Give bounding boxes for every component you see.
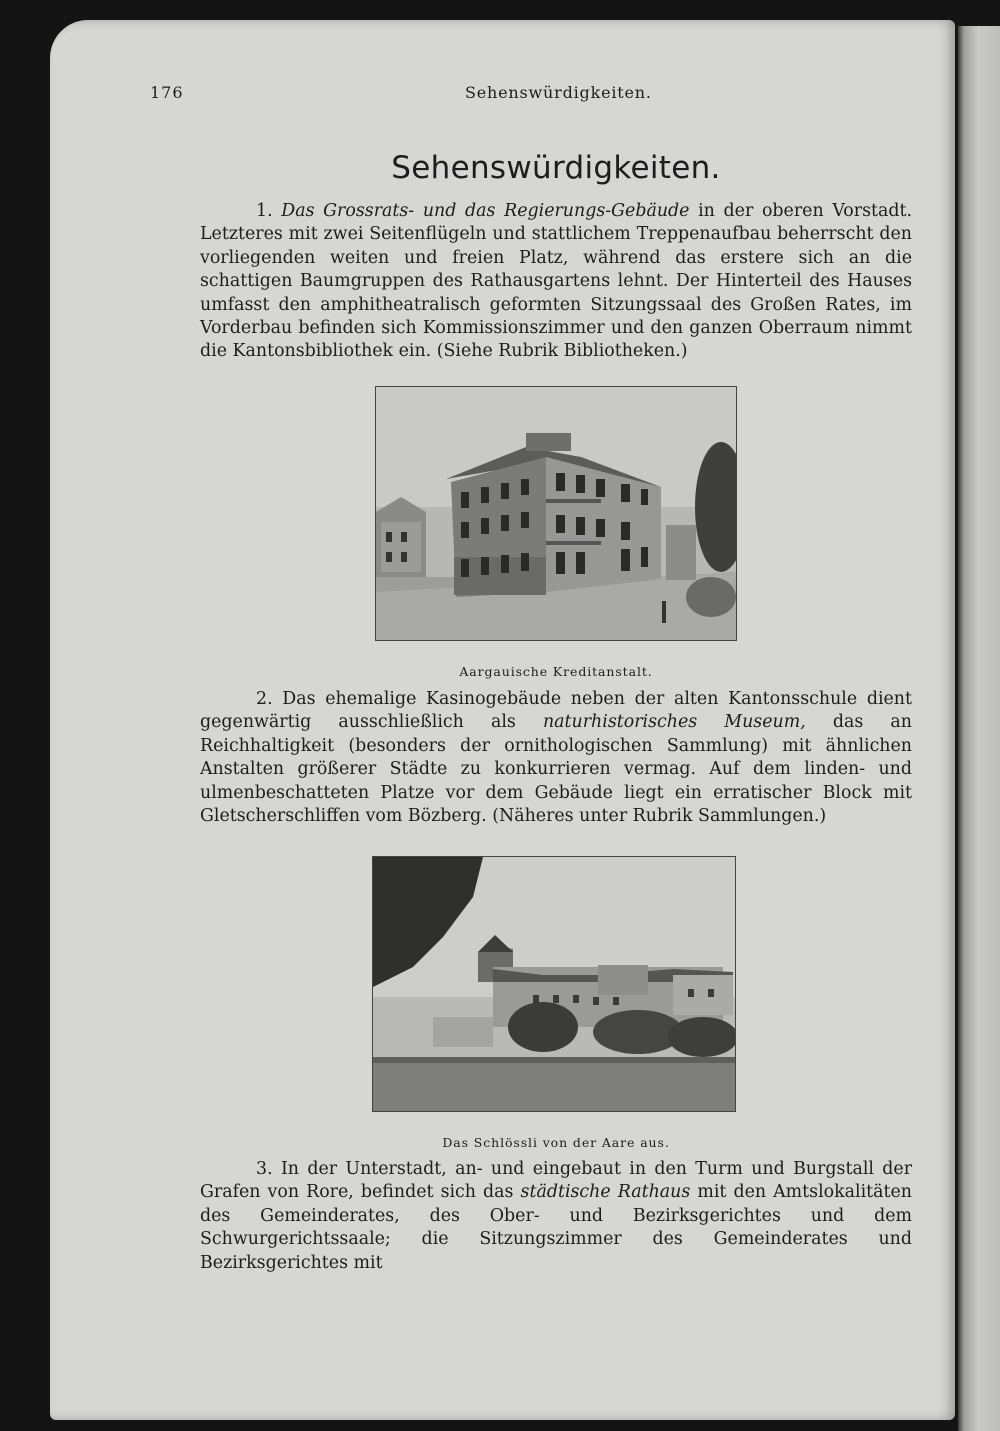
caption-schloessli: Das Schlössli von der Aare aus.	[442, 1135, 670, 1150]
paragraph-text-before: In der Unterstadt, an- und eingebaut in den Turm und Burgstall der Grafen von Rore, befindet sich das	[200, 1159, 913, 1203]
paragraph-1	[200, 200, 912, 364]
paragraph-text-after: mit den Amtslokalitäten des Gemeinderates, des Ober- und Bezirksgerichtes und dem Schwurgerichtssaale; die Sitzungszimmer des Gemeinderates und Bezirksgerichtes mit	[200, 1182, 912, 1273]
photo-schloessli	[372, 856, 736, 1112]
castle-illustration	[373, 857, 735, 1111]
paragraph-text-before: Das ehemalige Kasinogebäude neben der alten Kantonsschule dient gegenwärtig ausschließlich als	[200, 689, 912, 733]
section-title: Sehenswürdigkeiten.	[391, 150, 721, 186]
paragraph-3	[200, 1158, 912, 1275]
emphasis-grossrats-gebaeude: Das Grossrats- und das Regierungs-Gebäude	[281, 201, 690, 221]
paragraph-text: in der oberen Vorstadt. Letzteres mit zwei Seitenflügeln und stattlichem Treppenaufbau beherrscht den vorliegenden weiten und freien Platz, während das erstere sich an die schattigen Baumgruppen des Rathausgartens lehnt. Der Hinterteil des Hauses umfasst den amphitheatralisch geformten Sitzungssaal des Großen Rates, im Vorderbau befinden sich Kommissionszimmer und den ganzen Oberraum nimmt die Kantonsbibliothek ein. (Siehe Rubrik Bibliotheken.)	[200, 201, 912, 362]
photo-kreditanstalt	[375, 386, 737, 641]
emphasis-naturhistorisches-museum: naturhistorisches Museum,	[542, 712, 806, 733]
caption-kreditanstalt: Aargauische Kreditanstalt.	[459, 664, 653, 679]
next-page-edge	[958, 26, 1000, 1431]
building-illustration	[376, 387, 736, 640]
paragraph-number: 3.	[256, 1159, 273, 1179]
emphasis-staedtische-rathaus: städtische Rathaus	[520, 1182, 691, 1203]
running-header	[150, 83, 930, 107]
paragraph-text-after: das an Reichhaltigkeit (besonders der ornithologischen Sammlung) mit ähnlichen Anstalten größerer Städte zu konkurrieren vermag. Auf dem linden- und ulmenbeschatteten Platze vor dem Gebäude liegt ein erratischer Block mit Gletscherschliffen vom Bözberg. (Näheres unter Rubrik Sammlungen.)	[200, 712, 912, 827]
paragraph-number: 1.	[256, 201, 273, 221]
page-number: 176	[150, 83, 184, 102]
running-header-title: Sehenswürdigkeiten.	[465, 83, 652, 102]
paragraph-2	[200, 688, 912, 828]
paragraph-number: 2.	[256, 689, 273, 709]
